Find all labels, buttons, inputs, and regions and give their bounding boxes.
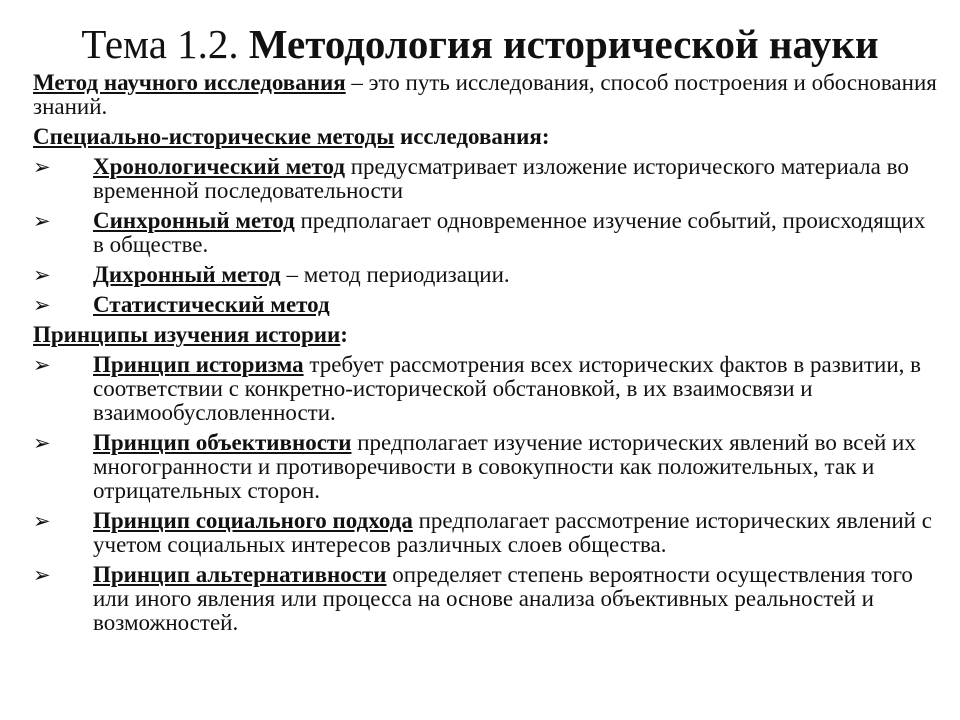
principle-term: Принцип социального подхода [93,508,413,533]
arrow-bullet-icon: ➢ [33,431,51,455]
arrow-bullet-icon: ➢ [33,155,51,179]
principle-item [33,353,938,425]
title-prefix: Тема 1.2. [81,21,249,67]
principle-item [33,431,938,503]
intro-text: – это путь исследования, способ построения и обоснования знаний. [33,70,937,119]
arrow-bullet-icon: ➢ [33,209,51,233]
methods-heading [33,125,938,149]
arrow-bullet-icon: ➢ [33,263,51,287]
principle-term: Принцип объективности [93,430,352,455]
principle-text: требует рассмотрения всех исторических фактов в развитии, в соответствии с конкретно-исторической обстановкой, в их взаимосвязи и взаимообусловленности. [93,352,921,425]
arrow-bullet-icon: ➢ [33,353,51,377]
slide-title [0,18,960,70]
method-item [33,293,938,317]
method-term: Статистический метод [93,292,330,317]
principle-text: определяет степень вероятности осуществления того или иного явления или процесса на основе анализа объективных реальностей и возможностей. [93,562,913,635]
principles-heading-text: : [340,322,348,347]
principle-item [33,509,938,557]
principle-text: предполагает рассмотрение исторических явлений с учетом социальных интересов различных слоев общества. [93,508,932,557]
principles-heading-term: Принципы изучения истории [33,322,341,347]
method-text: предусматривает изложение исторического материала во временной последовательности [93,154,909,203]
method-item [33,209,938,257]
method-term: Дихронный метод [93,262,281,287]
principles-list [33,353,938,635]
methods-heading-term: Специально-исторические методы [33,124,395,149]
methods-heading-text: исследования: [394,124,550,149]
principles-heading [33,323,938,347]
method-term: Синхронный метод [93,208,295,233]
method-term: Хронологический метод [93,154,345,179]
slide-content [33,71,938,641]
principle-item [33,563,938,635]
intro-term: Метод научного исследования [33,70,346,95]
method-text: – метод периодизации. [280,262,510,287]
method-item [33,263,938,287]
principle-term: Принцип историзма [93,352,304,377]
principle-text: предполагает изучение исторических явлений во всей их многогранности и противоречивости в совокупности как положительных, так и отрицательных сторон. [93,430,916,503]
arrow-bullet-icon: ➢ [33,509,51,533]
method-item [33,155,938,203]
method-text: предполагает одновременное изучение событий, происходящих в обществе. [93,208,926,257]
arrow-bullet-icon: ➢ [33,293,51,317]
arrow-bullet-icon: ➢ [33,563,51,587]
title-main: Методология исторической науки [248,21,879,67]
principle-term: Принцип альтернативности [93,562,387,587]
methods-list [33,155,938,317]
intro-paragraph [33,71,938,119]
